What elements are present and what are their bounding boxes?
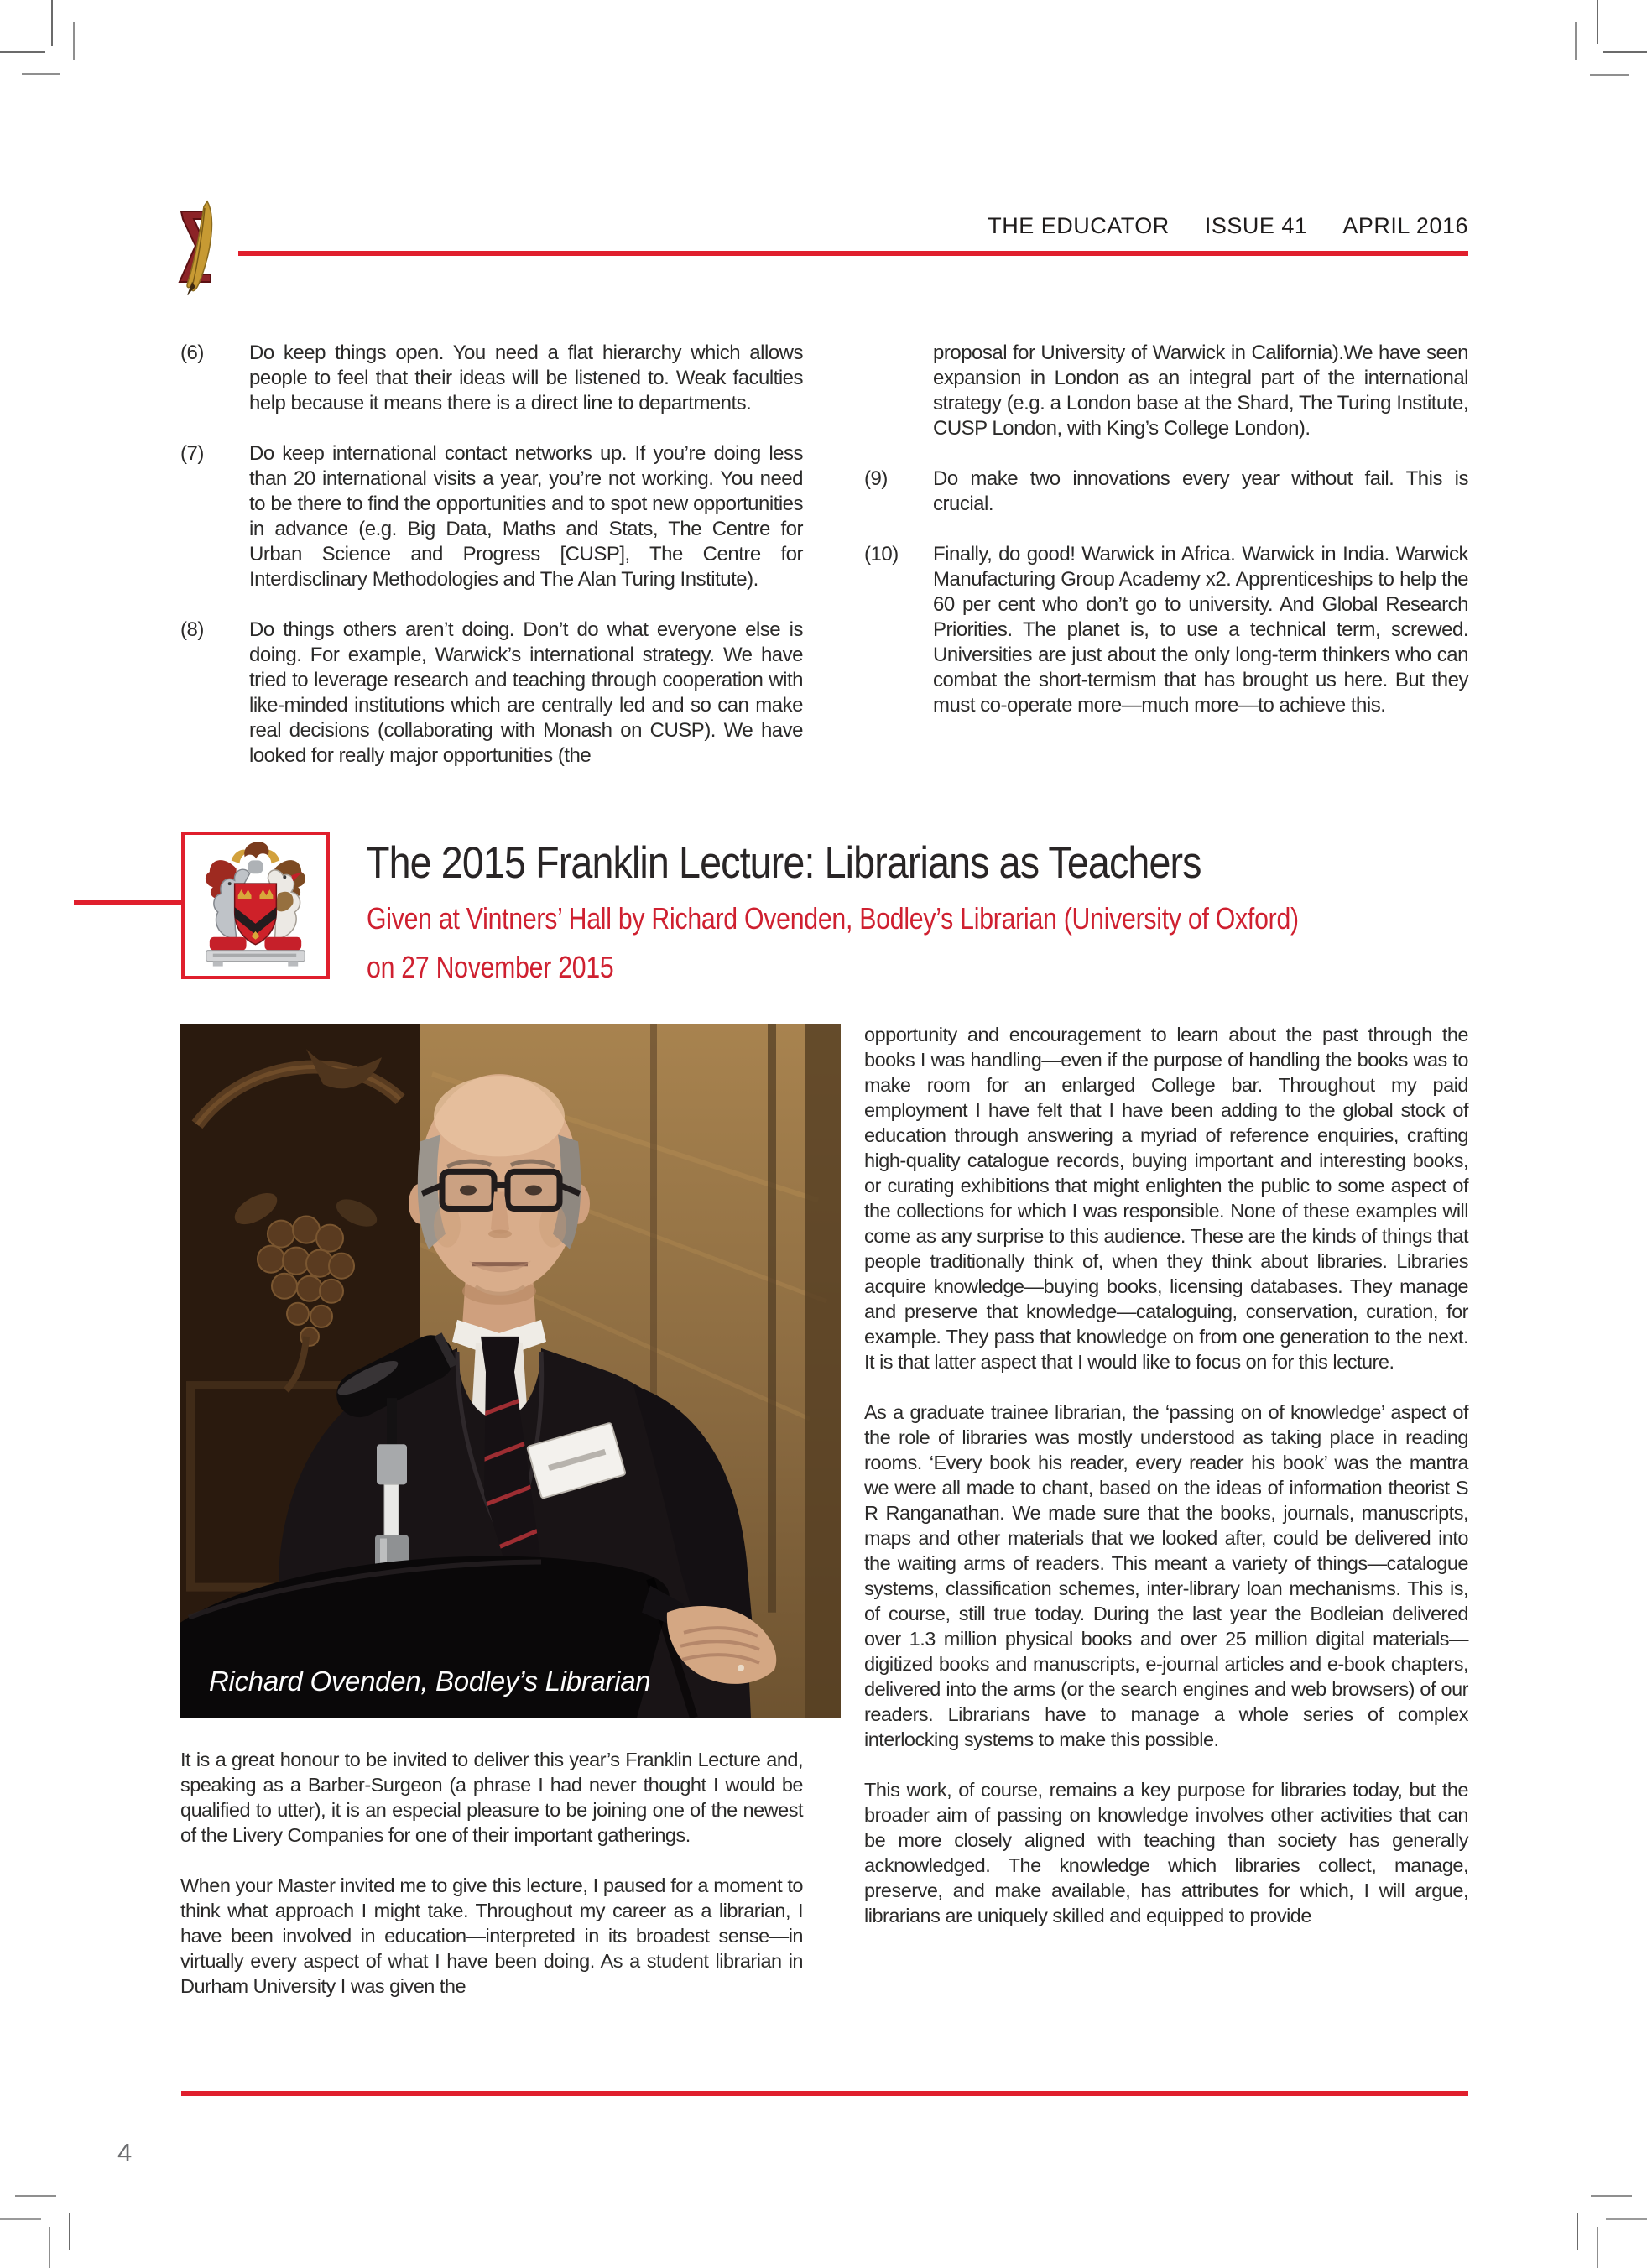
list-item [864,467,1468,517]
list-item [864,341,1468,441]
crop-mark [0,51,45,53]
quill-sigma-icon [169,198,223,299]
photo-caption: Richard Ovenden, Bodley’s Librarian [209,1666,651,1697]
crop-mark [1597,0,1598,44]
paragraph: When your Master invited me to give this lecture, I paused for a moment to think what approach I might take. Throughout my career as a librarian, I have been involved in education—interpreted in its broadest sense—in virtually every aspect of what I have been doing. As a student librarian in Durham University I was given the [180,1874,803,1997]
speaker-photo-illustration [180,1024,841,1718]
list-item-number: (6) [180,342,204,364]
masthead-title: THE EDUCATOR [988,213,1170,238]
list-item-number: (9) [864,467,888,490]
crop-mark [69,2213,70,2250]
header-rule [238,251,1468,256]
crop-mark [1591,2195,1632,2197]
masthead-issue: ISSUE 41 [1204,213,1308,238]
crop-mark [73,22,75,60]
list-item-number: (8) [180,618,204,641]
list-item [180,618,803,769]
masthead [988,213,1468,239]
paragraph: opportunity and encouragement to learn about the past through the books I was handling—even if the purpose of handling the books was to make room for an enlarged College bar. Throughout my paid employment I have felt that I have been adding to the global stock of education through answering a myriad of reference enquiries, crafting high-quality catalogue records, buying important and interesting books, or curating exhibitions that might enlighten the public to some aspect of the collections for which I was responsible. None of these examples will come as any surprise to this audience. These are the kinds of things that people traditionally think of, when they think about libraries. Libraries acquire knowledge—buying books, licensing databases. They manage and preserve that knowledge—cataloguing, conservation, curation, for example. They pass that knowledge on from one generation to the next. It is that latter aspect that I would like to focus on for this lecture. [864,1024,1468,1373]
crop-mark [22,73,60,75]
crop-mark [1597,2227,1598,2268]
crop-mark [1577,2213,1578,2250]
list-item-number: (7) [180,442,204,465]
list-item-text: Do things others aren’t doing. Don’t do what everyone else is doing. For example, Warwick’s international strategy. We have tried to leverage research and teaching through cooperation with like-minded institutions which are centrally led and so can make real decisions (collaborating with Monash on CUSP). We have looked for really major opportunities (the [249,618,803,767]
educator-quill-logo [169,198,223,299]
article-subtitle-line2: on 27 November 2015 [367,950,614,984]
footer-rule [181,2091,1468,2096]
article-left-column [180,1747,803,2024]
list-item-text: proposal for University of Warwick in California).We have seen expansion in London as an integral part of the international strategy (e.g. a London base at the Shard, The Turing Institute, CUSP London, with King’s College London). [933,342,1468,440]
crop-mark [1575,22,1577,60]
crop-mark [0,2218,41,2220]
crop-mark [1606,2218,1647,2220]
list-item [864,542,1468,718]
crop-mark [15,2195,56,2197]
article-subtitle [367,894,1476,992]
heading-tick-rule [74,900,181,905]
masthead-date: APRIL 2016 [1342,213,1468,238]
list-item-text: Do keep things open. You need a flat hierarchy which allows people to feel that their ideas will be listened to. Weak faculties help because it means there is a direct line to departments. [249,342,803,414]
do-list-left-column [180,341,803,794]
list-item-text: Do make two innovations every year without fail. This is crucial. [933,467,1468,515]
list-item [180,341,803,416]
crop-mark [1603,51,1647,53]
crop-mark [49,2227,50,2268]
paragraph: It is a great honour to be invited to deliver this year’s Franklin Lecture and, speaking as a Barber-Surgeon (a phrase I had never thought I would be qualified to utter), it is an especial pleasure to be joining one of the newest of the Livery Companies for one of their important gatherings. [180,1749,803,1846]
article-subtitle-line1: Given at Vintners’ Hall by Richard Ovenden, Bodley’s Librarian (University of Oxford) [367,901,1299,936]
vintners-crest [181,832,330,979]
crop-mark [1590,74,1629,76]
page-number: 4 [117,2138,133,2167]
lecture-photo [180,1024,841,1718]
list-item [180,441,803,592]
crop-mark [51,0,53,46]
list-item-number: (10) [864,543,899,566]
coat-of-arms-icon [185,835,326,976]
paragraph: This work, of course, remains a key purpose for libraries today, but the broader aim of passing on knowledge involves other activities that can be more closely aligned with teaching than society has generally acknowledged. The knowledge which libraries collect, manage, preserve, and make available, has attributes for which, I will argue, librarians are uniquely skilled and equipped to provide [864,1779,1468,1926]
paragraph: As a graduate trainee librarian, the ‘passing on of knowledge’ aspect of the role of libraries was mostly understood as taking place in reading rooms. ‘Every book his reader, every reader his book’ was the mantra we were all made to chant, based on the ideas of information theorist S R Ranganathan. We made sure that the books, journals, manuscripts, maps and other materials that we looked after, could be delivered into the waiting arms of readers. This meant a variety of things—catalogue systems, classification schemes, inter-library loan mechanisms. This is, of course, still true today. During the last year the Bodleian delivered over 1.3 million physical books and over 25 million digital materials—digitized books and manuscripts, e-journal articles and e-book chapters, delivered into the arms (or the search engines and web browsers) of our readers. Librarians have to manage a whole series of complex interlocking systems to make this possible. [864,1401,1468,1750]
do-list-right-column [864,341,1468,743]
article-title: The 2015 Franklin Lecture: Librarians as Teachers [366,838,1201,888]
list-item-text: Do keep international contact networks up. If you’re doing less than 20 international visits a year, you’re not working. You need to be there to find the opportunities and to spot new opportunities in advance (e.g. Big Data, Maths and Stats, The Centre for Urban Science and Progress [CUSP], The Centre for Interdisclinary Methodologies and The Alan Turing Institute). [249,442,803,591]
list-item-text: Finally, do good! Warwick in Africa. Warwick in India. Warwick Manufacturing Group Academy x2. Apprenticeships to help the 60 per cent who don’t go to university. And Global Research Priorities. The planet is, to use a technical term, screwed. Universities are just about the only long-term thinkers who can combat the short-termism that has brought us here. But they must co-operate more—much more—to achieve this. [933,543,1468,717]
article-right-column [864,1022,1468,1953]
